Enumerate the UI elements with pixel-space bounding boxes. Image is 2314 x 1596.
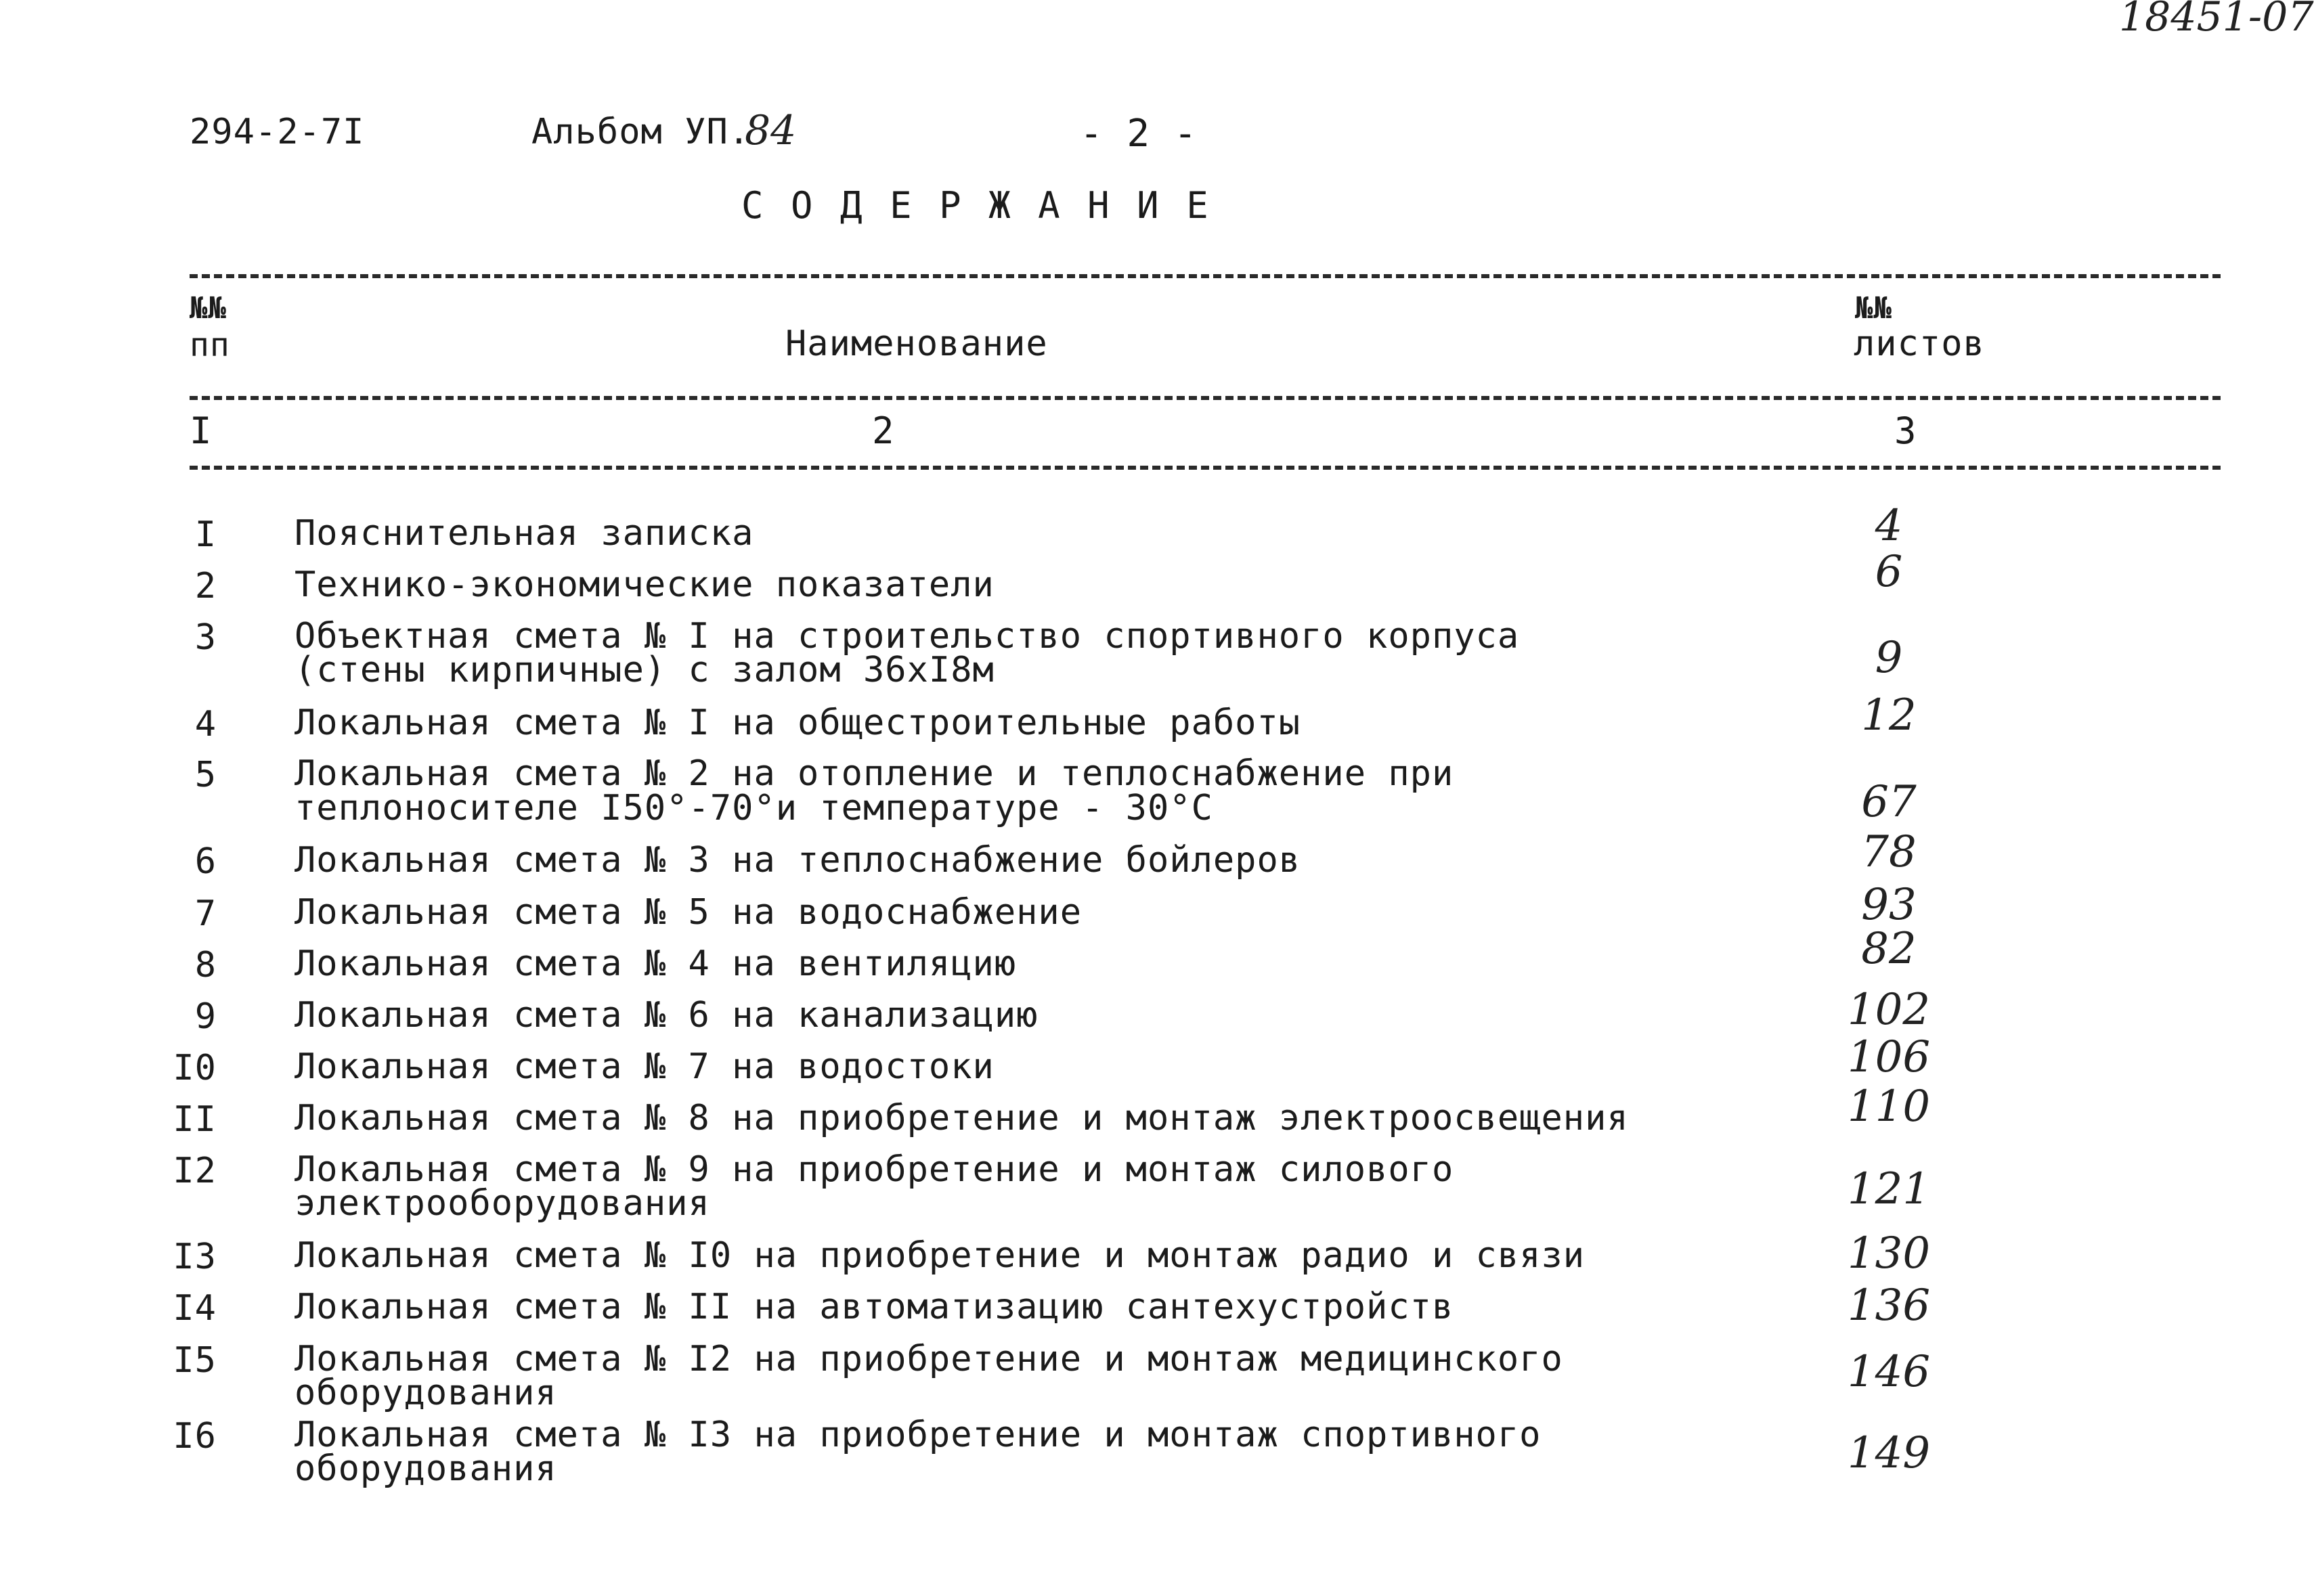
- col-name-header: Наименование: [785, 324, 1048, 364]
- row-sheet: 136: [1847, 1281, 1931, 1331]
- header-divider-middle: [190, 396, 2221, 400]
- row-title: Локальная смета № 7 на водостоки: [294, 1046, 995, 1087]
- row-sheet: 9: [1875, 633, 1903, 683]
- row-sheet: 146: [1847, 1347, 1931, 1397]
- row-sheet: 12: [1861, 690, 1917, 740]
- row-title: Локальная смета № I3 на приобретение и монтаж спортивного: [294, 1415, 1542, 1455]
- row-number: 6: [194, 841, 217, 882]
- album-number: 84: [745, 107, 797, 154]
- row-number: 4: [194, 704, 217, 745]
- row-number: I4: [173, 1288, 217, 1329]
- row-title-continued: теплоносителе I50°-70°и температуре - 30°С: [294, 788, 1213, 828]
- row-sheet: 110: [1847, 1082, 1931, 1132]
- row-title: Локальная смета № 4 на вентиляцию: [294, 944, 1017, 984]
- row-number: II: [173, 1099, 217, 1140]
- row-title-continued: (стены кирпичные) с залом 36хI8м: [294, 650, 995, 690]
- row-number: I: [194, 514, 217, 555]
- row-number: 8: [194, 945, 217, 985]
- row-title: Локальная смета № I на общестроительные работы: [294, 703, 1301, 743]
- row-sheet: 149: [1847, 1428, 1931, 1478]
- row-number: I6: [173, 1416, 217, 1457]
- col-sheets-header-2: листов: [1854, 324, 1985, 364]
- row-number: I5: [173, 1340, 217, 1381]
- row-sheet: 93: [1861, 880, 1917, 930]
- row-sheet: 130: [1847, 1228, 1931, 1279]
- row-sheet: 6: [1875, 547, 1903, 597]
- row-title: Локальная смета № I0 на приобретение и монтаж радио и связи: [294, 1235, 1586, 1276]
- row-number: I3: [173, 1237, 217, 1277]
- row-title: Локальная смета № 9 на приобретение и монтаж силового: [294, 1149, 1454, 1190]
- row-title: Локальная смета № 2 на отопление и теплоснабжение при: [294, 753, 1454, 794]
- row-sheet: 4: [1875, 501, 1903, 551]
- page-title: С О Д Е Р Ж А Н И Е: [741, 184, 1211, 227]
- col-index-1: I: [190, 409, 213, 452]
- row-sheet: 67: [1861, 777, 1917, 827]
- header-divider-top: [190, 274, 2221, 278]
- row-title-continued: оборудования: [294, 1373, 557, 1413]
- row-title: Объектная смета № I на строительство спортивного корпуса: [294, 616, 1520, 657]
- row-title: Локальная смета № I2 на приобретение и монтаж медицинского: [294, 1339, 1563, 1379]
- row-sheet: 106: [1847, 1032, 1931, 1082]
- row-number: I2: [173, 1151, 217, 1191]
- archive-mark: 18451-07: [2119, 0, 2314, 41]
- col-number-header-1: №№: [190, 291, 227, 326]
- col-number-header-2: пп: [190, 326, 230, 364]
- header-divider-bottom: [190, 466, 2221, 470]
- row-number: 7: [194, 893, 217, 934]
- col-index-2: 2: [872, 409, 895, 452]
- row-title: Локальная смета № II на автоматизацию сантехустройств: [294, 1287, 1454, 1327]
- row-title: Локальная смета № 8 на приобретение и монтаж электроосвещения: [294, 1098, 1629, 1138]
- row-number: 2: [194, 566, 217, 606]
- row-number: 3: [194, 617, 217, 658]
- row-title: Технико-экономические показатели: [294, 564, 995, 605]
- row-number: 9: [194, 996, 217, 1037]
- row-title: Локальная смета № 5 на водоснабжение: [294, 892, 1083, 933]
- col-index-3: 3: [1894, 409, 1917, 452]
- row-sheet: 82: [1861, 924, 1917, 974]
- row-title: Пояснительная записка: [294, 513, 754, 554]
- album-label: Альбом УП.: [531, 112, 751, 152]
- row-sheet: 102: [1847, 985, 1931, 1035]
- row-number: I0: [173, 1048, 217, 1088]
- row-title: Локальная смета № 6 на канализацию: [294, 995, 1039, 1036]
- col-sheets-header-1: №№: [1855, 291, 1892, 326]
- row-sheet: 121: [1847, 1164, 1931, 1214]
- row-title-continued: оборудования: [294, 1448, 557, 1489]
- row-title-continued: электрооборудования: [294, 1183, 710, 1224]
- row-number: 5: [194, 755, 217, 795]
- row-title: Локальная смета № 3 на теплоснабжение бойлеров: [294, 840, 1301, 881]
- document-code: 294-2-7I: [190, 112, 365, 152]
- page-number: - 2 -: [1080, 112, 1198, 156]
- row-sheet: 78: [1861, 827, 1917, 877]
